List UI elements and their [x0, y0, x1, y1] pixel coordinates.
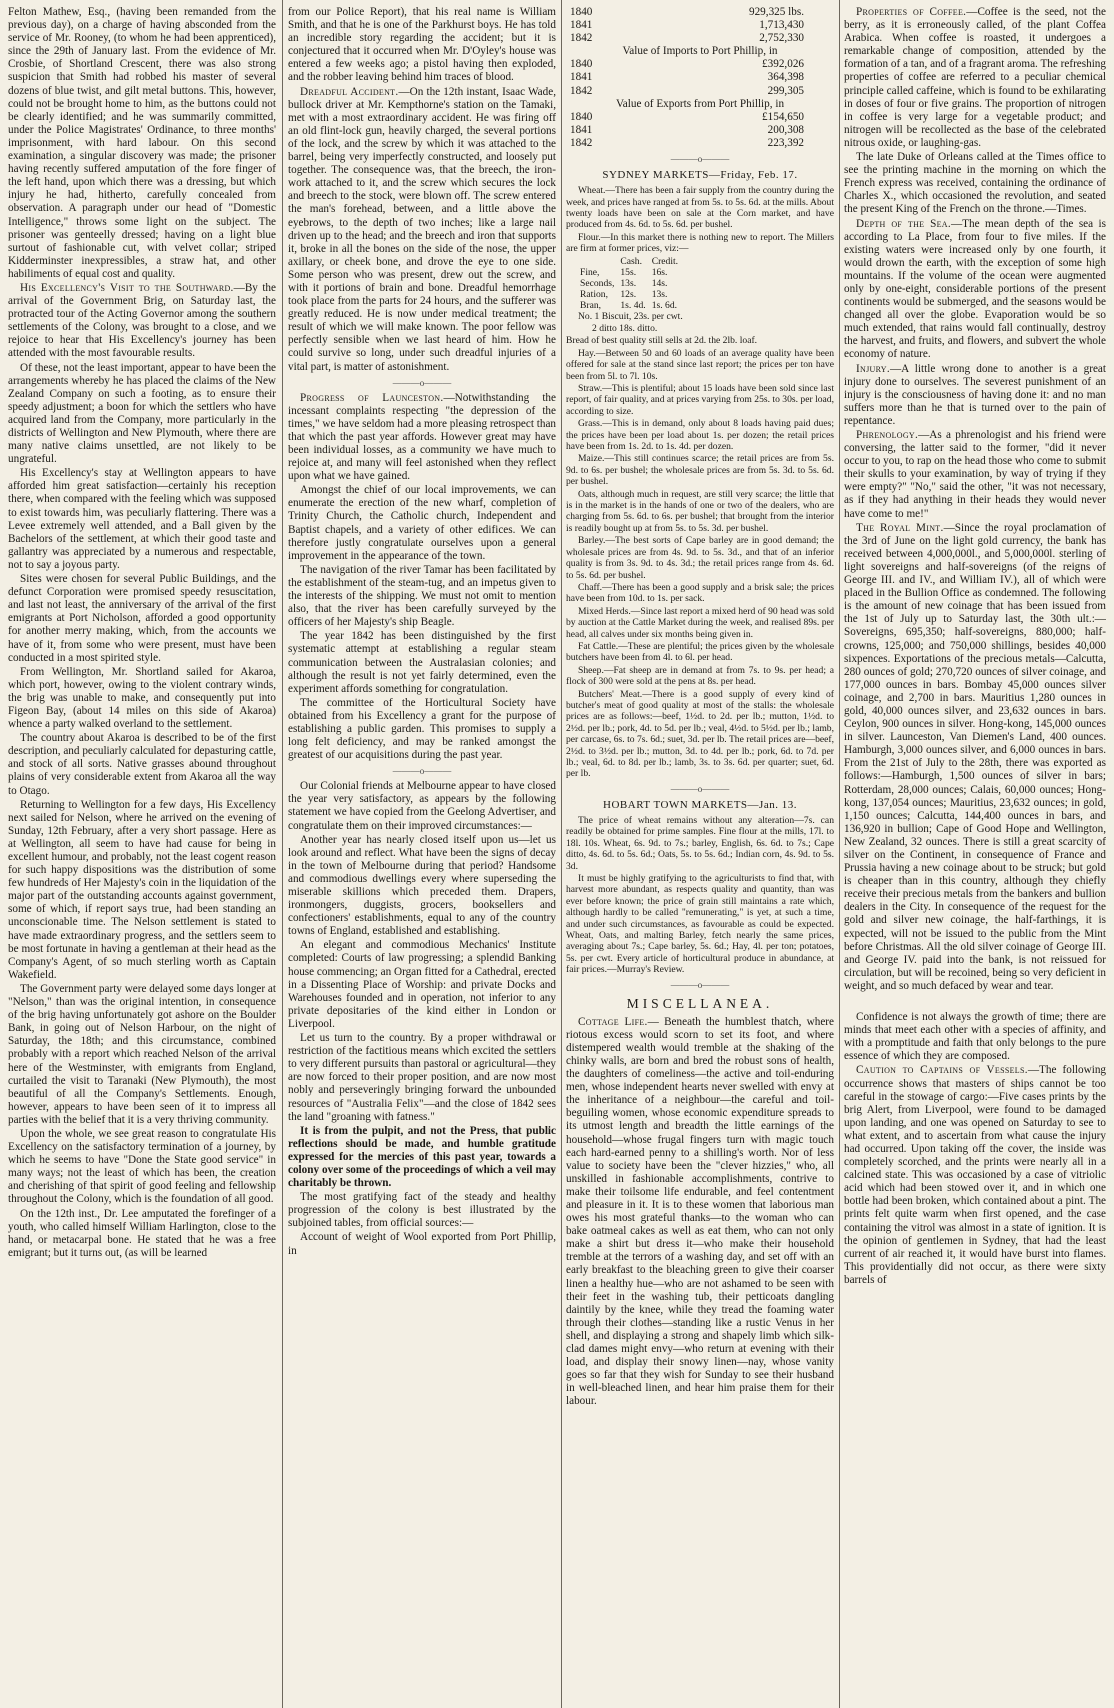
article-paragraph: The committee of the Horticultural Society have obtained from his Excellency a grant for the purpose of establishing a public garden. This promises to supply a long felt deficiency, and may be ranked amongst the greatest of our acquisitions during the past year.: [288, 696, 556, 762]
stat-value: 1,713,430: [759, 19, 804, 32]
market-item: The price of wheat remains without any alteration—7s. can readily be obtained for prime samples. Fine flour at the mills, 17l. to 18l. 10s. Wheat, 6s. 9d. to 7s.; barley, English, 6s. 6d. to 7s.; Cape ditto, 4s. 6d. to 5s. 6d.; Oats, 5s. to 5s. 6d.; Indian corn, 4s. 9d. to 5s. 3d.: [566, 814, 834, 872]
article-paragraph: An elegant and commodious Mechanics' Institute completed: Courts of law progressing; a splendid Banking house commencing; an Organ fitted for a Cathedral, erected in a Dissenting Place of Worship: and private Docks and Warehouses founded and in operation, not inferior to any private depositaries of the kind either in London or Liverpool.: [288, 939, 556, 1030]
section-separator: ———o———: [392, 377, 452, 388]
article-text: — Beneath the humblest thatch, where riotous excess would scorn to set its foot, and where distempered wealth would tremble at the shaking of the chinky walls, are born and bred the robust sons of health, the daughters of comeliness—the active and toil-enduring men, whose independent hearts never swelled with envy at the inheritance of a neighbour—the careful and toil-beguiling women, whose economic expenditure spreads to its utmost length and breadth the little earnings of the household—whose frugal fingers turn with magic touch each hard-earned penny to a shilling's worth. Nor of less value to society have been the "clever hizzies," who, all unskilled in fashionable accomplishments, contrive to make their toilsome life endurable, and feel contentment and pleasure in it. It is to these women that laborious man owes his most grateful thanks—to the woman who can bake oatmeal cakes as well as eat them, who can not only make a shirt but dress it—who make their household tremble at the terrors of a washing day, and set off with an early breakfast to the bleaching green to give their coarser linen a healthy hue—who are not ashamed to be seen with their feet in the washing tub, their petticoats dangling daintily by the knee, while they tread the foaming water through their clothes—standing like a rustic Venus in her shell, and displaying a strong and shapely limb which silk-clad dames might envy—who return at evening with their load, and display their snowy linen—nay, whose vanity goes so far that they wish for Sunday to see their husband in well-bleached linen, and hear him praise them for their labour.: [566, 1015, 834, 1408]
market-report: [566, 815, 834, 976]
stat-value: 929,325 lbs.: [748, 6, 804, 18]
stat-value: 223,392: [767, 136, 804, 149]
article-heading: Dreadful Accident.: [300, 85, 399, 98]
stat-year: 1841: [570, 19, 593, 32]
stat-year: 1842: [570, 136, 593, 149]
article-heading: Caution to Captains of Vessels.: [856, 1064, 1028, 1077]
price-credit: 16s.: [651, 266, 668, 278]
section-separator: ———o———: [670, 979, 730, 990]
article-text: —The following occurrence shows that masters of ships cannot be too careful in the stowage of cargo:—Five cases prints by the brig Alert, from Liverpool, were found to be damaged upon landing, and one was opened on Saturday to see to what extent, and to ascertain from what cause the injury had occurred. Upon taking off the cover, the inside was completely scorched, and the prints were nearly all in a calcined state. This was occasioned by a case of vitriolic acid which had been stowed over it, and in which one bottle had been broken, which contained about a pint. The prints felt quite warm when first opened, and the case containing the vitrol was almost in a state of ignition. It is the opinion of gentlemen in Sydney, that had the least current of air reached it, it would have burst into flames. This providentially did not occur, as there were sixty barrels of: [844, 1064, 1106, 1286]
market-item: Hay.—Between 50 and 60 loads of an average quality have been offered for sale at the stand since last report; the prices per ton have been from 5l. to 7l. 10s.: [566, 347, 834, 382]
stat-row: [566, 137, 834, 150]
stat-row: [566, 6, 834, 19]
article-paragraph: His Excellency's stay at Wellington appears to have afforded him great satisfaction—certainly his reception there, when compared with the feeling which was supposed to exist towards him, was peculiarly flattering. There was a Levee extremely well attended, and a Ball given by the Bachelors of the settlement, at which their good taste and gallantry was appreciated by a numerous and respectable, not to say a joyous party.: [8, 467, 276, 571]
stat-year: 1842: [570, 84, 593, 97]
article-paragraph: On the 12th inst., Dr. Lee amputated the forefinger of a youth, who called himself William Harlington, close to the hand, or metacarpal bone. He stated that he was a free emigrant; but it turns out, (as will be learned: [8, 1207, 276, 1259]
article-paragraph: [844, 522, 1106, 993]
exports-table: [566, 111, 834, 150]
market-item: Fat Cattle.—These are plentiful; the prices given by the wholesale butchers have been from 4l. to 6l. per head.: [566, 640, 834, 664]
stat-row: [566, 58, 834, 71]
market-item: Butchers' Meat.—There is a good supply of every kind of butcher's meat of good quality at most of the stalls: the wholesale prices are as follows:—beef, 1½d. to 2d. per lb.; mutton, 1½d. to 2½d. per lb.; pork, 4d. to 5d. per lb.; veal, 4½d. to 5½d. per lb.; lamb, per carcase, 6s. to 7s. 6d.; suet, 3d. per lb. The retail prices are—beef, 2½d. to 3½d. per lb.; mutton, 3d. to 4d. per lb.; pork, 6d. to 7d. per lb.; veal, 6d. to 8d. per lb.; lamb, 3s. to 3s. 6d. per quarter; suet, 6d. per lb.: [566, 688, 834, 780]
article-paragraph: from our Police Report), that his real name is William Smith, and that he is one of the Parkhurst boys. He has told an incredible story regarding the accident; but it is conjectured that it occurred when Mr. D'Oyley's house was entered a few weeks ago; a pistol having then exploded, and the robber leaving behind him traces of blood.: [288, 6, 556, 84]
price-col-head: Credit.: [651, 255, 679, 267]
stat-row: [566, 32, 834, 45]
article-paragraph: Another year has nearly closed itself upon us—let us look around and reflect. What have been the signs of decay in the town of Melbourne during that period? Handsome and commodious dwellings every where superseding the miserable skillions which preceded them. Drapers, ironmongers, duggists, grocers, booksellers and confectioners' establishments, equal to any of the country towns of England, established and establishing.: [288, 833, 556, 938]
market-item: Oats, although much in request, are still very scarce; the little that is in the market is in the hands of one or two of the dealers, who are charging from 5s. 6d. to 6s. per bushel; that brought from the interior is readily bought up at from 5s. to 5s. 3d. per bushel.: [566, 488, 834, 534]
stat-value: 364,398: [767, 71, 804, 84]
stat-row: [566, 85, 834, 98]
price-cash: 15s.: [620, 266, 637, 278]
market-item: Straw.—This is plentiful; about 15 loads have been sold since last report, of fair quality, and at prices varying from 25s. to 30s. per load, according to size.: [566, 383, 834, 417]
price-credit: 14s.: [651, 277, 668, 289]
article-paragraph: The year 1842 has been distinguished by the first systematic attempt at establishing a regular steam communication between the Australasian colonies; and although the result is not yet fairly determined, even the experiment affords something for congratulation.: [288, 630, 556, 695]
article-paragraph: [844, 429, 1106, 521]
article-paragraph: The late Duke of Orleans called at the Times office to see the printing machine in the morning on which the French express was received, containing the ordinance of Charles X., which occasioned the revolution, and seated the present King of the French on the throne.—Times.: [844, 151, 1106, 216]
article-paragraph: Upon the whole, we see great reason to congratulate His Excellency on the satisfactory termination of a journey, by which he seems to have "Done the State good service" in many ways; not the least of which has been, the creation and cherishing of that spirit of good feeling and fellowship throughout the Colony, which is the foundation of all good.: [8, 1127, 276, 1206]
article-paragraph: Returning to Wellington for a few days, His Excellency next sailed for Nelson, where he arrived on the evening of Sunday, 12th February, after a very short passage. Here as at Wellington, all seem to have had cause for being in excellent humour, and probably, not the least cogent reason for such happy dispositions was the distribution of some few hundreds of Her Majesty's coin in the liquidation of the major part of the outstanding accounts against government, some of which, if report says true, had been standing an unconscionable time. The Nelson settlement is stated to have made extraordinary progress, and the settlers seem to be most fortunate in having a gentleman at their head as the Company's Agent, of so much sterling worth as Captain Wakefield.: [8, 798, 276, 981]
article-paragraph: The Government party were delayed some days longer at "Nelson," than was the original intention, in consequence of the brig having unfortunately got ashore on the Boulder Bank, in going out of Nelson Harbour, on the night of Saturday, the 18th; and this circumstance, combined probably with a report which reached Nelson of the arrival here of the Westminster, with emigrants from England, curtailed the visit to Taranaki (New Plymouth), the most beautiful of all the Company's Settlements. Enough, however, appears to have been seen of it to impress all parties with the belief that it is a very thriving community.: [8, 982, 276, 1126]
miscellanea-title: MISCELLANEA.: [626, 995, 774, 1011]
article-paragraph: The country about Akaroa is described to be of the first description, and peculiarly calculated for depasturing cattle, and stock of all sorts. Native grasses abound throughout plains of very considerable extent from Akaroa all the way to Otago.: [8, 732, 276, 797]
article-paragraph: Our Colonial friends at Melbourne appear to have closed the year very satisfactory, as appears by the following statement we have copied from the Geelong Advertiser, and congratulate them on their improved circumstances:—: [288, 780, 556, 832]
stat-year: 1840: [570, 110, 593, 123]
article-paragraph: The most gratifying fact of the steady and healthy progression of the colony is best illustrated by the subjoined tables, from official sources:—: [288, 1191, 556, 1230]
article-text: —The mean depth of the sea is according to La Place, from four to five miles. If the existing waters were increased only by one fourth, it would drown the earth, with the exception of some high mountains. If the volume of the ocean were augmented only by one-eight, considerable portions of the present continents would be submerged, and the seasons would be changed all over the globe. Evaporation would be so much extended, that rains would fall continually, destroy the harvest, and fruits, and flowers, and subvert the whole economy of nature.: [844, 217, 1106, 361]
market-item: Mixed Herds.—Since last report a mixed herd of 90 head was sold by auction at the Cattle Market during the week, and realised 89s. per head, all calves under six months being given in.: [566, 605, 834, 640]
price-name: Bran,: [580, 299, 602, 311]
price-credit: 13s.: [651, 288, 668, 300]
article-paragraph: Let us turn to the country. By a proper withdrawal or restriction of the factitious means which excited the settlers to very different pursuits than pastoral or agricultural—they are now forced to their proper position, and are now most nobly and perseveringly bringing forward the unbounded resources of "Australia Felix"—and the close of 1842 sees the land "groaning with fatness.": [288, 1032, 556, 1123]
stat-value: £154,650: [762, 110, 804, 123]
imports-table: [566, 58, 834, 97]
article-paragraph: [288, 392, 556, 484]
market-item: 2 ditto 18s. ditto.: [592, 322, 658, 334]
stat-row: [566, 19, 834, 32]
price-row: [580, 267, 684, 278]
article-paragraph: It is from the pulpit, and not the Press, that public reflections should be made, and humble gratitude expressed for the mercies of this past year, towards a colony over some of the proceedings of which a veil may charitably be thrown.: [288, 1124, 556, 1190]
stat-row: [566, 111, 834, 124]
stat-year: 1840: [570, 6, 593, 18]
column-2: [288, 6, 556, 1708]
article-paragraph: Of these, not the least important, appear to have been the arrangements whereby he has placed the claims of the New Zealand Company on such a footing, as to ensure their speedy adjustment; a boon for which the settlers who have acquired land from the Company, more particularly in the districts of Wellington and New Plymouth, where there are many native claims unsettled, are not likely to be ungrateful.: [8, 361, 276, 466]
article-heading: The Royal Mint.: [856, 521, 944, 534]
price-credit: 1s. 6d.: [651, 299, 678, 311]
stat-value: 299,305: [767, 84, 804, 97]
sydney-markets-title: SYDNEY MARKETS—Friday, Feb. 17.: [602, 169, 798, 182]
flour-price-table: [580, 256, 684, 311]
article-heading: Injury.: [856, 362, 890, 375]
market-item: Wheat.—There has been a fair supply from the country during the week, and prices have ranged at from 5s. to 5s. 6d. at the mills. About twenty loads have been on sale at the Corn market, and have produced from 4s. 6d. to 5s. 6d. per bushel.: [566, 185, 834, 231]
market-item: Sheep.—Fat sheep are in demand at from 7s. to 9s. per head; a flock of 300 were sold at the pens at 8s. per head.: [566, 664, 834, 688]
market-item: Chaff.—There has been a good supply and a brisk sale; the prices have been from 10d. to 1s. per sack.: [566, 581, 834, 605]
exports-heading: Value of Exports from Port Phillip, in: [615, 97, 785, 110]
imports-heading: Value of Imports to Port Phillip, in: [622, 45, 778, 58]
price-cash: 13s.: [620, 277, 637, 289]
stat-year: 1842: [570, 32, 593, 45]
stat-value: 200,308: [767, 123, 804, 136]
article-text: —Coffee is the seed, not the berry, as it is erroneously called, of the plant Coffea Arabica. When coffee is roasted, it undergoes a remarkable change of composition, attended by the formation of a tan, and of a fragrant aroma. The refreshing properties of coffee are referred to a peculiar chemical principle called caffeine, which is found to be exhilarating in doses of four or five grains. The proportion of nitrogen in coffee is very large for a vegetable product; and nitrogen will be recollected as the base of the celebrated nitrous oxide, or laughing-gas.: [844, 6, 1106, 149]
column-rule: [561, 0, 562, 1708]
section-separator: ———o———: [670, 783, 730, 794]
article-heading: Properties of Coffee.: [856, 6, 967, 18]
price-row: [580, 278, 684, 289]
article-paragraph: From Wellington, Mr. Shortland sailed for Akaroa, which port, however, owing to the violent contrary winds, the brig was unable to make, and consequently put into Figeon Bay, (about 14 miles on this side of Akaroa) whence a party walked overland to the settlement.: [8, 665, 276, 731]
price-name: Seconds,: [580, 277, 615, 289]
price-cash: 12s.: [620, 288, 637, 300]
article-paragraph: [844, 1064, 1106, 1287]
article-heading: Phrenology.: [856, 429, 919, 441]
price-row: [580, 300, 684, 311]
column-4: [844, 6, 1106, 1708]
market-item: Flour.—In this market there is nothing new to report. The Millers are firm at former prices, viz:—: [566, 231, 834, 255]
hobart-markets-title: HOBART TOWN MARKETS—Jan. 13.: [603, 798, 797, 811]
article-paragraph: [844, 6, 1106, 150]
market-item: Barley.—The best sorts of Cape barley are in good demand; the wholesale prices are from 4s. 9d. to 5s. 3d., and that of an inferior quality is from 3s. 9d. to 4s. 3d.; the retail prices range from 4s. 6d. to 5s. 6d. per bushel.: [566, 535, 834, 581]
market-report: [566, 185, 834, 780]
price-cash: 1s. 4d.: [620, 299, 646, 311]
column-rule: [282, 0, 283, 1708]
section-separator: ———o———: [392, 766, 452, 777]
article-paragraph: [288, 86, 556, 374]
market-item: Grass.—This is in demand, only about 8 loads having paid dues; the prices have been per load about 1s. per dozen; the retail prices have been from 1s. 2d. to 1s. 4d. per dozen.: [566, 418, 834, 453]
article-heading: His Excellency's Visit to the Southward.: [20, 281, 234, 294]
stat-year: 1841: [570, 71, 593, 84]
stat-year: 1841: [570, 123, 593, 136]
section-separator: ———o———: [670, 154, 730, 165]
price-name: Fine,: [580, 266, 600, 278]
market-item: Bread of best quality still sells at 2d. the 2lb. loaf.: [566, 335, 758, 347]
market-item: It must be highly gratifying to the agriculturists to find that, with harvest more abundant, as respects quality and quantity, than was ever before known; the price of grain still maintains a rate which, although hardly to be called "remunerating," is yet, at such a time, and under such circumstances, as favourable as could be expected. Wheat, Oats, and malting Barley, fetch nearly the same prices, averaging about 7s.; Cape barley, 5s. 6d.; Hay, 4l. per ton; potatoes, 5s. per cwt. Every article of horticultural produce in abundance, at fair prices.—Murray's Review.: [566, 872, 834, 976]
article-text: —Since the royal proclamation of the 3rd of June on the light gold currency, the bank has received between 4,000,000l., and 5,000,000l. sterling of light sovereigns and half-sovereigns (of the reigns of George III. and IV., and William IV.), all of which were placed in the Bullion Office as condemned. The following is the amount of new coinage that has been issued from the 1st of July up to Saturday last, the 30th ult.:—Sovereigns, 695,350; half-sovereigns, 880,000; half-crowns, 125,000; and 750,000 shillings, besides 40,000 sixpences. Exportations of the precious metals—Calcutta, 280 ounces of gold; 270,720 ounces of silver coinage, and 177,000 ounces in bars. Bombay 45,000 ounces silver coinage, and 2,700 in bars. Mauritius 1,280 ounces in gold, 40,000 ounces silver, and 23,632 ounces in bars. Ceylon, 900 ounces in silver. Hong-kong, 145,000 ounces in silver. Launceston, Van Diemen's Land, 400 ounces. Hamburgh, 3,000 ounces silver, and 6,000 ounces in bars. From the 21st of July to the 28th, there was exported as follows:—Hamburgh, 1,500 ounces of silver in bars; Rotterdam, 28,000 ounces; Calais, 60,000 ounces; Hong-kong, 137,054 ounces; Mauritius, 23,632 ounces; in gold, 1,150 ounces; Calcutta, 144,400 ounces in bars, and 136,920 in bullion; Cape of Good Hope and Wellington, New Zealand, 32 ounces. There is still a great scarcity of silver on the Continent, in consequence of France and Prussia having a new coinage about to be struck; but gold is cheaper than in this country, although they chiefly receive their precious metals from the bankers and bullion dealers in the City. In consequence of the request for the gold and silver new coinage, the half-farthings, it is expected, will not be issued to the public from the Mint before Christmas. All the old silver coinage of George III. and George IV. paid into the bank, is not reissued for circulation, but will be recoined, being so very deficient in weight, and so much defaced by wear and tear.: [844, 521, 1106, 992]
article-heading: Cottage Life.: [578, 1015, 648, 1028]
article-paragraph: [566, 1016, 834, 1409]
column-1: [8, 6, 276, 1708]
section-separator: [844, 996, 1106, 1008]
price-name: Ration,: [580, 288, 608, 300]
article-text: —By the arrival of the Government Brig, on Saturday last, the protracted tour of the Acting Governor among the southern settlements of the Colony, was brought to a close, and we rejoice to hear that His Excellency's journey has been attended with the most favourable results.: [8, 281, 276, 360]
article-paragraph: [844, 218, 1106, 362]
article-text: —A little wrong done to another is a great injury done to ourselves. The severest punishment of an injury is the consciousness of having done it: and no man suffers more than he that is turned over to the pain of repentance.: [844, 362, 1106, 427]
article-paragraph: Amongst the chief of our local improvements, we can enumerate the erection of the new wharf, completion of Trinity Church, the Catholic church, Independent and Baptist chapels, and a variety of other edifices. We can therefore justly congratulate ourselves upon a general improvement in the appearance of the town.: [288, 484, 556, 562]
article-paragraph: Sites were chosen for several Public Buildings, and the defunct Corporation were promised speedy resuscitation, and last not least, the anniversary of the arrival of the first emigrants at Port Nicholson, afforded a good opportunity for another merry making, which, from the accounts we have of it, from some who were present, must have been conducted in a most spirited style.: [8, 573, 276, 664]
article-paragraph: Felton Mathew, Esq., (having been remanded from the previous day), on a charge of having absconded from the service of Mr. Rooney, (to whom he had been apprenticed), since the 29th of January last. From the evidence of Mr. Crosbie, of Shortland Crescent, there was also strong suspicion that Smith had robbed his master of several dozens of blue twist, and gilt metal buttons. This, however, could not be brought home to him, as the buttons could not be clearly identified; and he was summarily committed, under the Police Magistrates' Ordinance, to three months' imprisonment, with hard labour. On this second examination, a singular discovery was made; the prisoner having recently suffered amputation of the fore finger of the left hand, upon which there was a dressing, but which injury he had, hitherto, carefully concealed from observation. A paragraph under our head of "Domestic Intelligence," throws some light on the subject. The prisoner was genteelly dressed; having on a light blue surtout of fashionable cut, with velvet collar; striped Kidderminster inexpressibles, a straw hat, and other habiliments of equal cost and quality.: [8, 6, 276, 280]
stat-value: £392,026: [762, 58, 804, 71]
stat-row: [566, 71, 834, 84]
stat-row: [566, 124, 834, 137]
market-item: Maize.—This still continues scarce; the retail prices are from 5s. 9d. to 6s. per bushel; the wholesale prices are from 5s. 3d. to 5s. 6d. per bushel.: [566, 453, 834, 488]
article-text: —On the 12th instant, Isaac Wade, bullock driver at Mr. Kempthorne's station on the Tamaki, met with a most extraordinary accident. He was firing off an old flint-lock gun, heavily charged, the several portions of the lock, and the screw by which it was attached to the barrel, being very imperfectly constructed, and loosely put together. The consequence was, that the breech, the iron-work attached to it, and the screw which secures the lock and breech to the stock, were blown off. The screw entered the man's forehead, between, and a little above the eyebrows, to the depth of two inches; like a large nail driven up to the head; and the breech and iron that supports it, broke in all the bones on the side of the nose, the upper axillary, or cheek bone, and drove the eye to one side. Some person who was present, drew out the screw, and with it portions of brain and bone. Dreadful hemorrhage took place from the parts for 24 hours, and the sufferer was greatly reduced. He is now under medical treatment; the result of which we will make known. The poor fellow was perfectly sensible when we last heard of him. How he could survive so long, under such dreadful injuries of a vital part, is matter of astonishment.: [288, 85, 556, 373]
article-paragraph: [844, 363, 1106, 428]
article-heading: Depth of the Sea.: [856, 217, 951, 230]
price-row: [580, 289, 684, 300]
price-col-head: Cash.: [620, 255, 642, 267]
market-item: No. 1 Biscuit, 23s. per cwt.: [578, 310, 683, 322]
price-table-header: [580, 256, 684, 267]
article-paragraph: Account of weight of Wool exported from Port Phillip, in: [288, 1231, 556, 1257]
stat-year: 1840: [570, 58, 593, 71]
column-3: [566, 6, 834, 1708]
column-rule: [839, 0, 840, 1708]
article-paragraph: The navigation of the river Tamar has been facilitated by the establishment of the steam-tug, and an impetus given to the interests of the shipping. We must not omit to mention also, that the river has been carefully surveyed by the officers of her Majesty's ship Beagle.: [288, 563, 556, 629]
article-paragraph: Confidence is not always the growth of time; there are minds that meet each other with a species of affinity, and with a promptitude and faith that only belongs to the pure essence of which they are composed.: [844, 1011, 1106, 1063]
stat-value: 2,752,330: [759, 32, 804, 45]
article-heading: Progress of Launceston.: [300, 391, 444, 404]
article-paragraph: [8, 282, 276, 361]
article-text: —Notwithstanding the incessant complaints respecting "the depression of the times," we have seldom had a more pleasing retrospect than that which the past year affords. However great may have been individual losses, as a community we have much to rejoice at, and many will feel astonished when they reflect upon what we have gained.: [288, 391, 556, 483]
article-text: —As a phrenologist and his friend were conversing, the latter said to the former, "did it never occur to you, to rap on the head those who come to submit their skulls to your examination, by way of trying if they were empty?" "No," said the other, "it was not necessary, as if they had anything in their heads they would never have come to me!": [844, 429, 1106, 520]
wool-table: [566, 6, 834, 45]
